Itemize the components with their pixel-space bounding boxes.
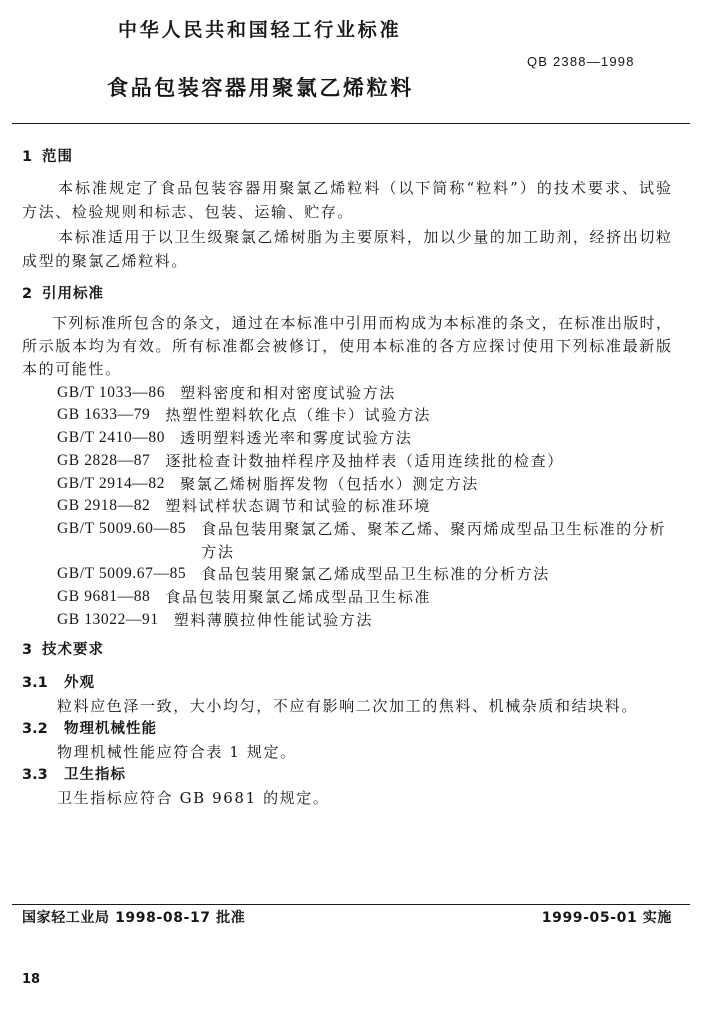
reference-item — [57, 495, 672, 518]
standard-code: QB 2388—1998 — [527, 54, 635, 69]
page-number: 18 — [22, 972, 41, 987]
reference-title-line: 方法 — [201, 542, 235, 561]
reference-item — [57, 586, 672, 609]
reference-title-line: 食品包装用聚氯乙烯成型品卫生标准的分析方法 — [201, 565, 550, 584]
reference-item — [57, 473, 672, 496]
section-title: 范围 — [42, 149, 73, 165]
reference-code: GB 2828—87 — [57, 451, 151, 469]
reference-title — [180, 382, 672, 405]
footer-rule — [12, 904, 690, 905]
issuing-body-title: 中华人民共和国轻工行业标准 — [118, 19, 402, 41]
reference-title — [174, 609, 672, 632]
reference-title-line: 热塑性塑料软化点（维卡）试验方法 — [165, 406, 432, 425]
subsection-number: 3.1 — [22, 675, 48, 691]
section-title: 技术要求 — [42, 642, 104, 658]
reference-item — [57, 427, 672, 450]
paragraph-line: 所示版本均为有效。所有标准都会被修订，使用本标准的各方应探讨使用下列标准最新版 — [22, 336, 672, 355]
paragraph — [22, 176, 672, 225]
reference-code: GB 1633—79 — [57, 406, 151, 424]
section-heading — [22, 145, 672, 169]
section-heading — [22, 282, 672, 306]
section-number: 2 — [22, 286, 33, 302]
subsection-heading — [22, 718, 672, 741]
reference-title-line: 食品包装用聚氯乙烯成型品卫生标准 — [165, 588, 432, 607]
reference-title-line: 塑料试样状态调节和试验的标准环境 — [165, 497, 432, 516]
reference-code: GB/T 5009.67—85 — [57, 565, 187, 583]
reference-title-line: 食品包装用聚氯乙烯、聚苯乙烯、聚丙烯成型品卫生标准的分析 — [201, 519, 667, 538]
subsection-title: 外观 — [64, 675, 95, 691]
section-number: 3 — [22, 642, 33, 658]
reference-title-line: 透明塑料透光率和雾度试验方法 — [180, 429, 413, 448]
paragraph — [22, 225, 672, 274]
paragraph-line: 方法、检验规则和标志、包装、运输、贮存。 — [22, 203, 355, 222]
reference-code: GB 9681—88 — [57, 588, 151, 606]
subsection-number: 3.3 — [22, 767, 48, 783]
subsection-heading — [22, 672, 672, 695]
subsection-text: 卫生指标应符合 GB 9681 的规定。 — [57, 789, 330, 807]
reference-title — [165, 586, 672, 609]
reference-code: GB 13022—91 — [57, 610, 159, 628]
reference-code: GB/T 2914—82 — [57, 474, 166, 492]
section-title: 引用标准 — [42, 286, 104, 302]
section-scope — [22, 145, 672, 273]
subsection — [22, 672, 672, 718]
reference-item — [57, 518, 672, 563]
paragraph-line: 本标准适用于以卫生级聚氯乙烯树脂为主要原料，加以少量的加工助剂，经挤出切粒 — [58, 227, 672, 246]
reference-item — [57, 404, 672, 427]
subsection-text: 物理机械性能应符合表 1 规定。 — [57, 743, 297, 761]
subsection-number: 3.2 — [22, 721, 48, 737]
section-technical-requirements — [22, 638, 672, 810]
reference-title — [180, 427, 672, 450]
section-normative-references — [22, 282, 672, 631]
reference-item — [57, 450, 672, 473]
approval-date: 国家轻工业局 1998-08-17 批准 — [22, 910, 246, 926]
paragraph — [22, 312, 672, 381]
reference-title — [165, 495, 672, 518]
paragraph-line: 本的可能性。 — [22, 359, 122, 378]
reference-title-line: 塑料密度和相对密度试验方法 — [180, 383, 396, 402]
subsection-title: 物理机械性能 — [64, 721, 157, 737]
reference-title-line: 逐批检查计数抽样程序及抽样表（适用连续批的检查） — [165, 451, 564, 470]
reference-code: GB 2918—82 — [57, 497, 151, 515]
reference-code: GB/T 5009.60—85 — [57, 519, 187, 537]
reference-title-line: 塑料薄膜拉伸性能试验方法 — [173, 610, 373, 629]
subsection — [22, 764, 672, 810]
document-title: 食品包装容器用聚氯乙烯粒料 — [107, 76, 414, 100]
effective-date: 1999-05-01 实施 — [541, 910, 672, 926]
reference-list — [22, 382, 672, 632]
reference-title — [165, 404, 672, 427]
reference-code: GB/T 1033—86 — [57, 383, 166, 401]
paragraph-line: 下列标准所包含的条文，通过在本标准中引用而构成为本标准的条文，在标准出版时， — [52, 313, 672, 332]
subsection-heading — [22, 764, 672, 787]
section-number: 1 — [22, 149, 33, 165]
subsection-title: 卫生指标 — [64, 767, 126, 783]
header-rule — [12, 123, 690, 124]
reference-code: GB/T 2410—80 — [57, 429, 166, 447]
reference-title-line: 聚氯乙烯树脂挥发物（包括水）测定方法 — [180, 474, 479, 493]
section-heading — [22, 638, 672, 662]
paragraph-line: 本标准规定了食品包装容器用聚氯乙烯粒料（以下简称“粒料”）的技术要求、试验 — [58, 179, 672, 197]
subsection-text: 粒料应色泽一致，大小均匀，不应有影响二次加工的焦料、机械杂质和结块料。 — [57, 697, 639, 715]
reference-item — [57, 609, 672, 632]
reference-title — [201, 518, 672, 563]
reference-item — [57, 563, 672, 586]
subsection — [22, 718, 672, 764]
reference-title — [201, 563, 672, 586]
reference-title — [165, 450, 672, 473]
reference-item — [57, 382, 672, 405]
paragraph-line: 成型的聚氯乙烯粒料。 — [22, 251, 189, 270]
reference-title — [180, 473, 672, 496]
